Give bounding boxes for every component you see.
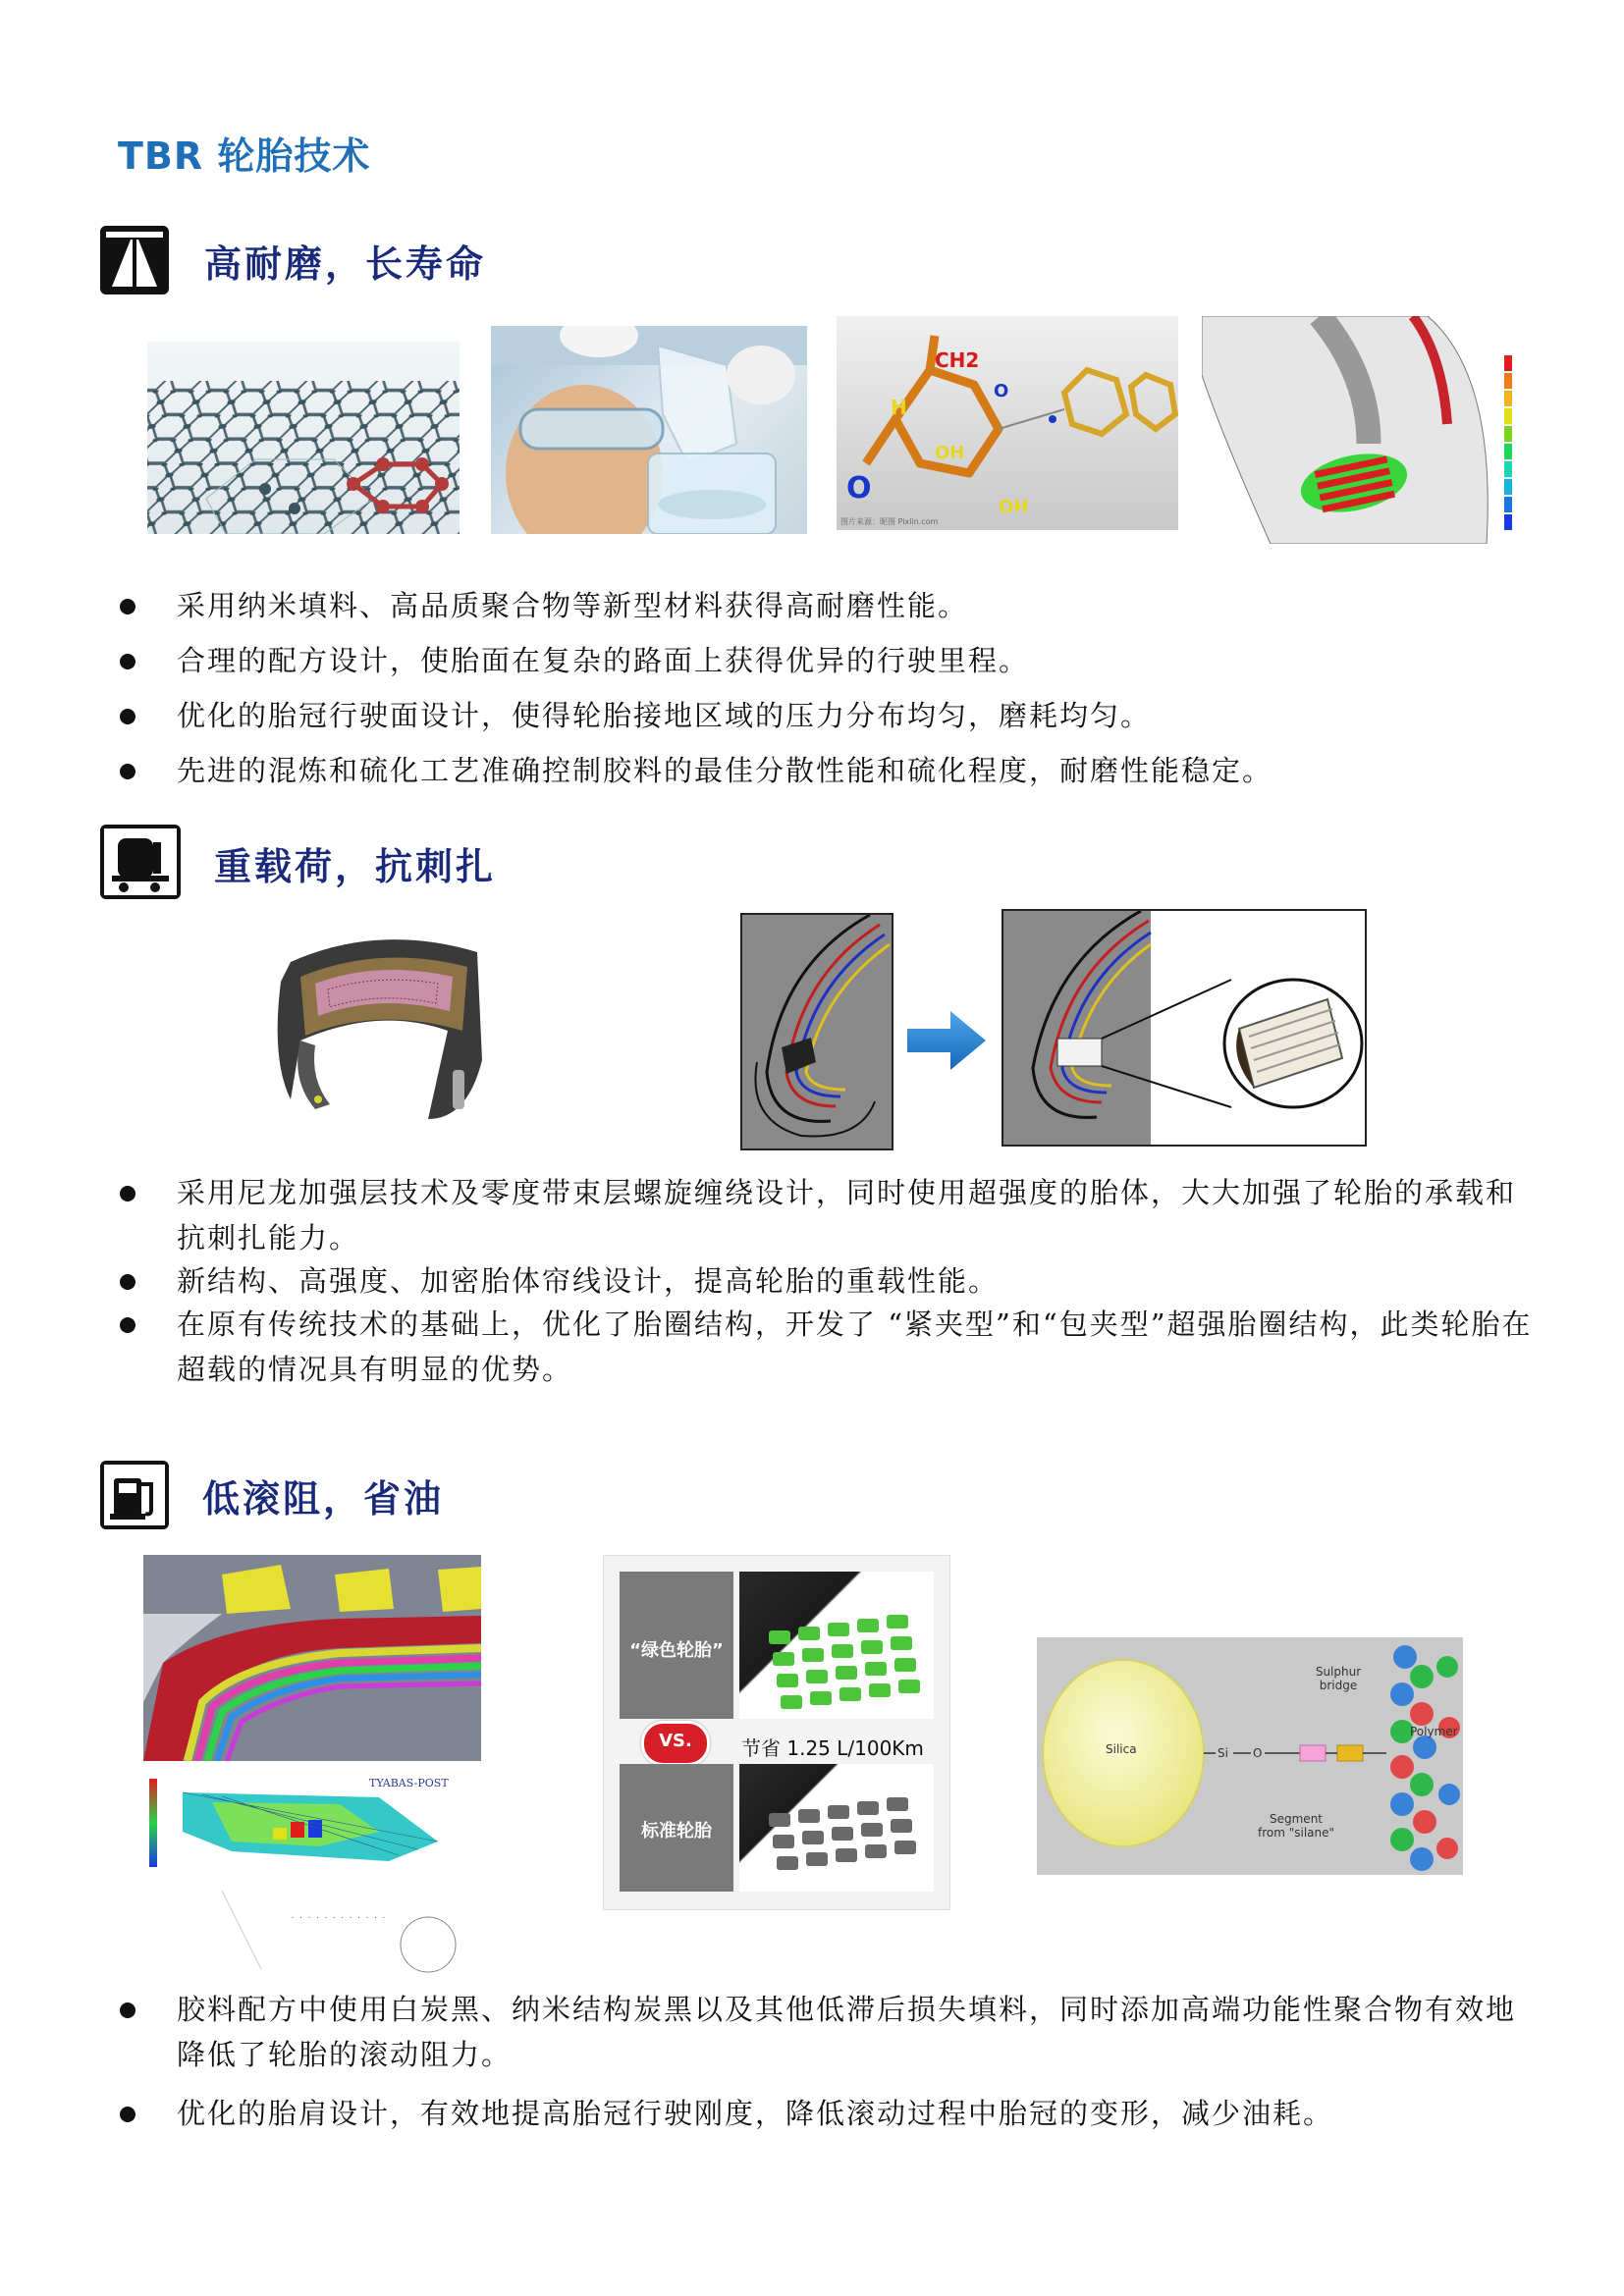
- bullet-dot: [120, 2002, 135, 2018]
- fuel-saving-label: 节省 1.25 L/100Km: [741, 1736, 924, 1760]
- standard-tire-label: 标准轮胎: [641, 1821, 712, 1842]
- truck-load-icon: [100, 825, 181, 899]
- mol-o-label: O: [994, 381, 1009, 401]
- green-footprint: [739, 1572, 934, 1719]
- list-item: 优化的胎肩设计，有效地提高胎冠行驶刚度，降低滚动过程中胎冠的变形，减少油耗。: [120, 2091, 1543, 2136]
- silica-label: Silica: [1106, 1742, 1137, 1756]
- bead-structure-before-image: [740, 913, 893, 1150]
- section-title: 低滚阻，省油: [202, 1476, 445, 1521]
- mol-o-large-label: O: [846, 471, 872, 506]
- mol-oh-label: OH: [935, 443, 965, 463]
- fem-software-label: TYABAS-POST: [369, 1777, 449, 1789]
- bullet-dot: [120, 1317, 135, 1333]
- bullet-dot: [120, 709, 135, 724]
- sulphur-bridge-label: Sulphur bridge: [1315, 1665, 1362, 1692]
- section-title: 高耐磨，长寿命: [204, 241, 487, 286]
- list-item: 采用纳米填料、高品质聚合物等新型材料获得高耐磨性能。: [120, 583, 1543, 628]
- list-item: 在原有传统技术的基础上，优化了胎圈结构，开发了 “紧夹型”和“包夹型”超强胎圈结构，此类轮胎在超载的情况具有明显的优势。: [120, 1302, 1543, 1392]
- fem-result-text: · · · · · · · · · · · ·: [291, 1914, 386, 1922]
- mol-ch2-label: CH2: [935, 348, 980, 372]
- vs-label: VS.: [659, 1731, 692, 1751]
- list-item: 先进的混炼和硫化工艺准确控制胶料的最佳分散性能和硫化程度，耐磨性能稳定。: [120, 748, 1543, 793]
- si-label: Si: [1218, 1746, 1228, 1760]
- bullet-dot: [120, 764, 135, 779]
- polymer-label: Polymer: [1410, 1725, 1458, 1738]
- bullet-dot: [120, 1274, 135, 1290]
- road-icon: [100, 226, 169, 294]
- image-watermark: 图片来源：昵图 Pixlin.com: [840, 517, 939, 526]
- fem-analysis-image: [143, 1773, 491, 1975]
- green-tire-comparison-image: [603, 1555, 950, 1910]
- tire-pressure-distribution-image: [1202, 316, 1518, 544]
- section-title: 重载荷，抗刺扎: [214, 844, 497, 888]
- bullet-dot: [120, 599, 135, 614]
- mol-h-label: H: [891, 396, 907, 419]
- tire-cutaway-image: [271, 923, 489, 1121]
- fuel-pump-icon: [100, 1461, 169, 1529]
- standard-footprint: [739, 1764, 934, 1892]
- mol-oh-label-2: OH: [999, 497, 1029, 517]
- bullet-dot: [120, 1186, 135, 1201]
- bead-structure-after-image: [1001, 909, 1367, 1147]
- graphene-lattice-image: [147, 342, 460, 534]
- list-item: 合理的配方设计，使胎面在复杂的路面上获得优异的行驶里程。: [120, 638, 1543, 683]
- tire-layer-model-image: [143, 1555, 481, 1761]
- list-item: 优化的胎冠行驶面设计，使得轮胎接地区域的压力分布均匀，磨耗均匀。: [120, 693, 1543, 738]
- lab-scientist-image: [491, 326, 807, 534]
- silica-silane-diagram-image: [1037, 1637, 1463, 1875]
- green-tire-label: “绿色轮胎”: [629, 1640, 724, 1661]
- list-item: 采用尼龙加强层技术及零度带束层螺旋缠绕设计，同时使用超强度的胎体，大大加强了轮胎的承载和抗刺扎能力。: [120, 1170, 1543, 1260]
- page-title: TBR 轮胎技术: [118, 134, 371, 178]
- arrow-right-icon: [907, 1011, 986, 1074]
- molecule-structure-image: [837, 316, 1178, 530]
- list-item: 胶料配方中使用白炭黑、纳米结构炭黑以及其他低滞后损失填料，同时添加高端功能性聚合物有效地降低了轮胎的滚动阻力。: [120, 1987, 1543, 2077]
- o-label: O: [1253, 1746, 1263, 1760]
- list-item: 新结构、高强度、加密胎体帘线设计，提高轮胎的重载性能。: [120, 1258, 1543, 1304]
- bullet-dot: [120, 654, 135, 669]
- bullet-dot: [120, 2107, 135, 2122]
- segment-silane-label: Segment from "silane": [1257, 1812, 1335, 1840]
